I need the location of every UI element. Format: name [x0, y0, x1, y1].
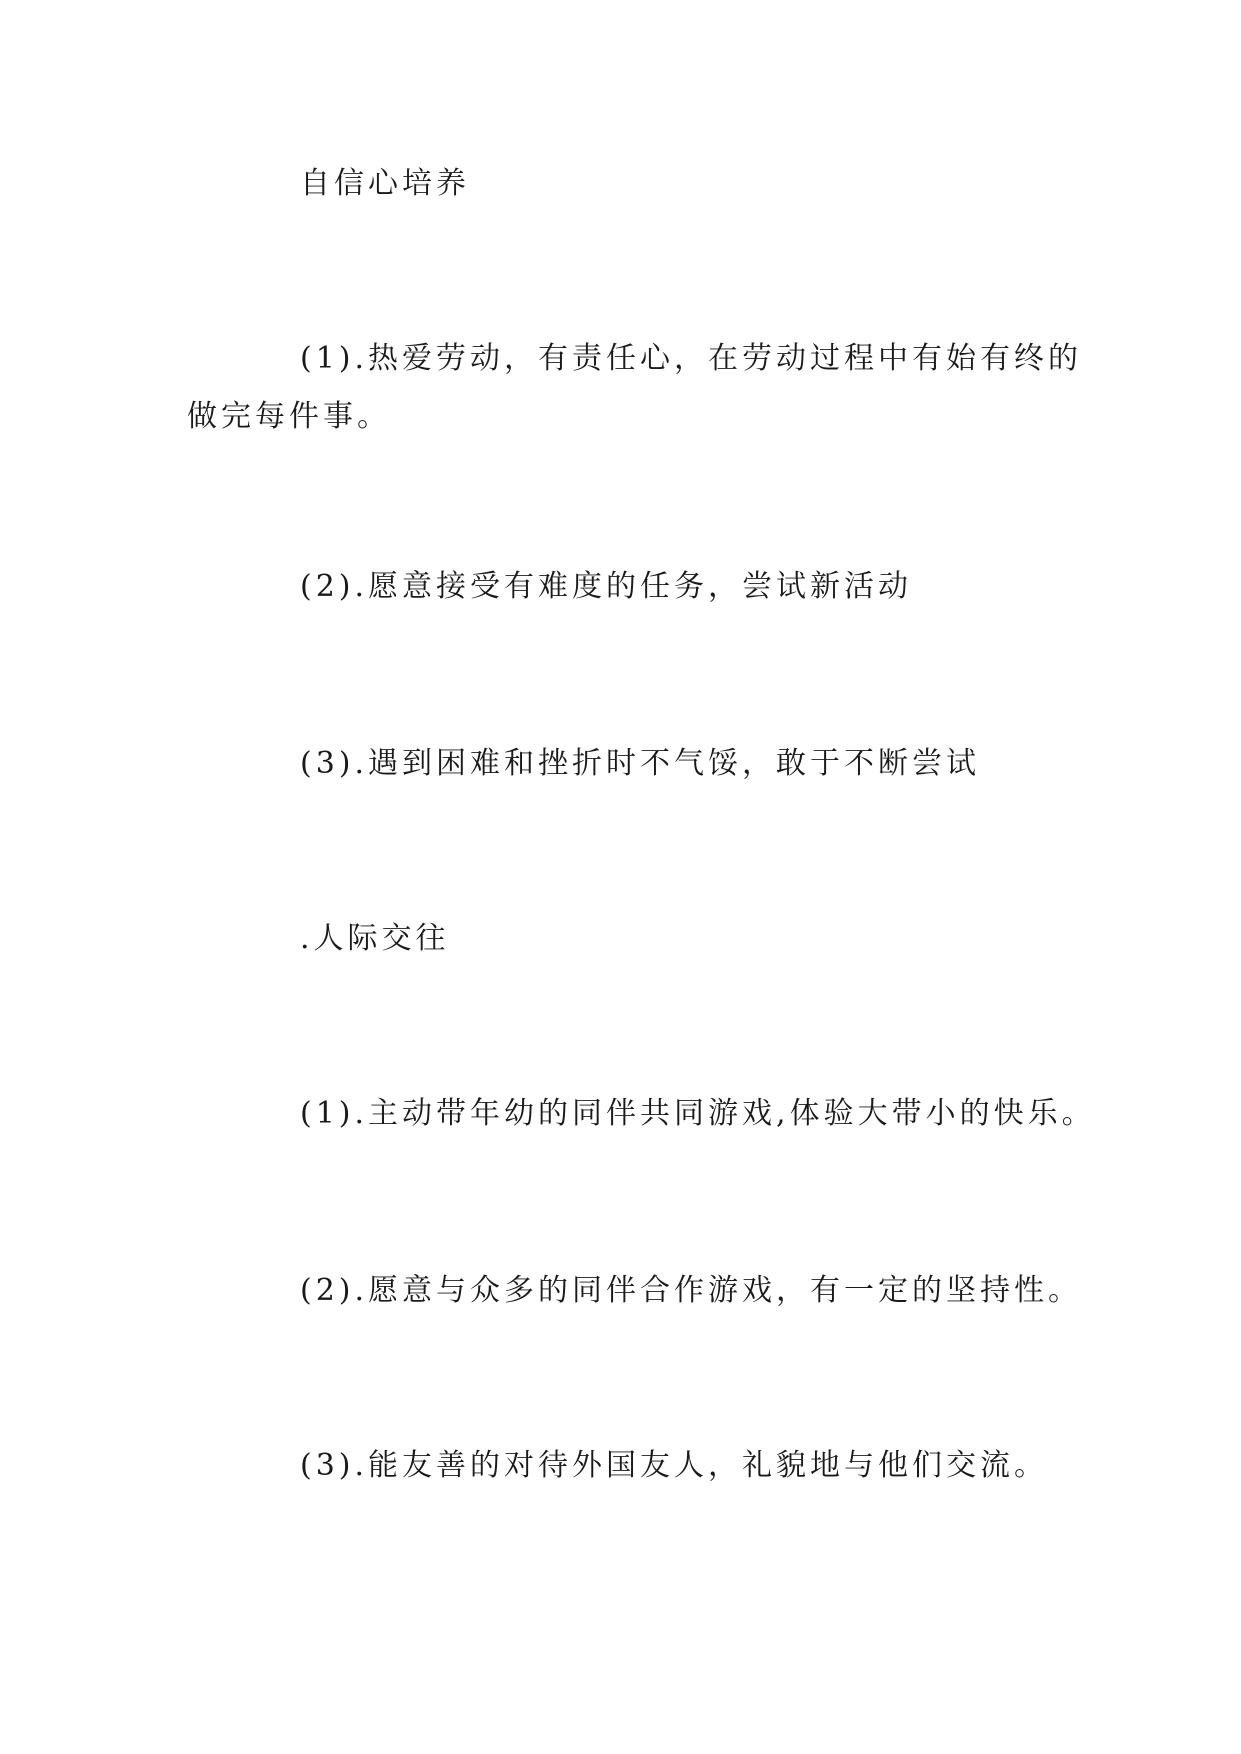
list-item: (1).主动带年幼的同伴共同游戏,体验大带小的快乐。	[300, 1096, 1096, 1131]
list-item: (2).愿意与众多的同伴合作游戏，有一定的坚持性。	[300, 1273, 1083, 1308]
list-item: (3).能友善的对待外国友人，礼貌地与他们交流。	[300, 1448, 1049, 1483]
list-item: (3).遇到困难和挫折时不气馁，敢于不断尝试	[300, 746, 981, 781]
list-item-line-continued: 做完每件事。	[187, 399, 391, 434]
section-heading-interpersonal: .人际交往	[300, 921, 450, 956]
section-heading-confidence: 自信心培养	[300, 166, 470, 201]
list-item: (2).愿意接受有难度的任务，尝试新活动	[300, 569, 913, 604]
list-item-line: (1).热爱劳动，有责任心，在劳动过程中有始有终的	[300, 341, 1083, 376]
